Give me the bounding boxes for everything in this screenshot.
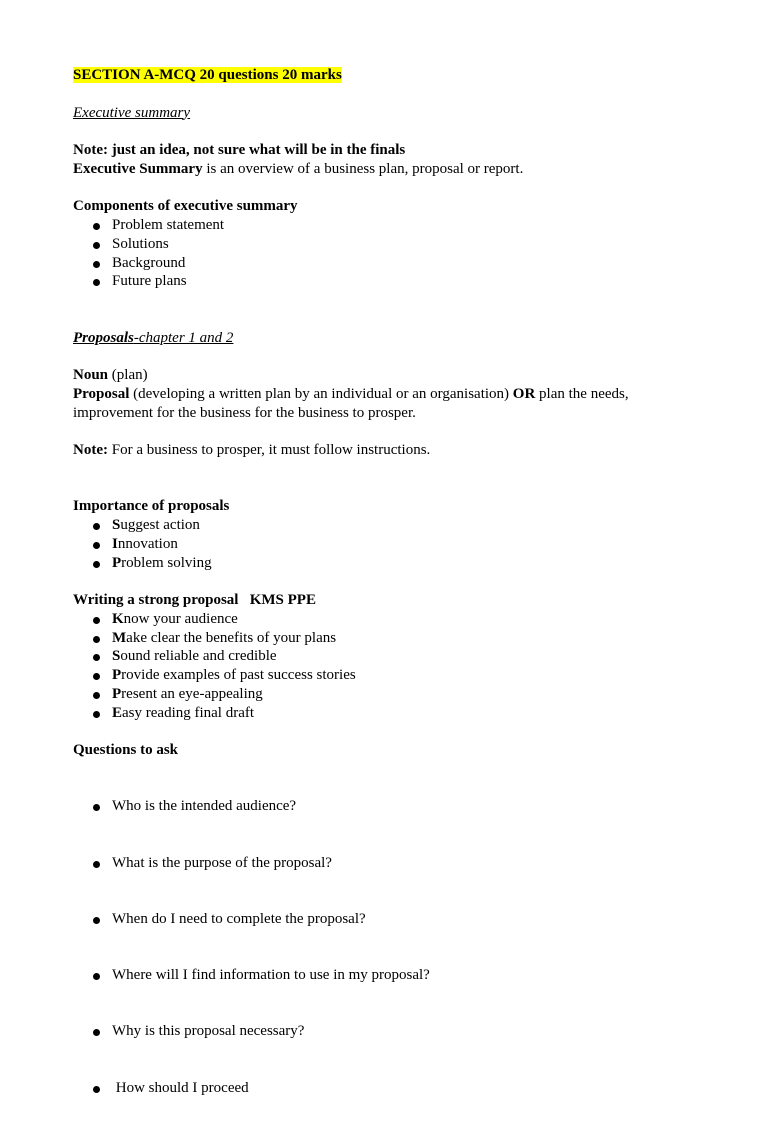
list-item: Provide examples of past success stories [73, 666, 713, 685]
bullet-icon [93, 242, 100, 249]
questions-heading: Questions to ask [73, 742, 179, 758]
bullet-icon [93, 692, 100, 699]
bullet-icon [93, 1086, 100, 1093]
list-item: Who is the intended audience? [73, 797, 713, 816]
list-item: Know your audience [73, 610, 713, 629]
proposal-line-2: improvement for the business for the business to prosper. [73, 404, 416, 421]
exec-note: Note: just an idea, not sure what will be in the finals [73, 142, 406, 158]
note-term: Note: [73, 442, 108, 458]
bullet-icon [93, 1029, 100, 1036]
components-list [73, 216, 713, 291]
bullet-icon [93, 636, 100, 643]
bullet-icon [93, 561, 100, 568]
importance-heading: Importance of proposals [73, 498, 230, 515]
bullet-icon [93, 617, 100, 624]
list-item: Present an eye-appealing [73, 685, 713, 704]
document-page: SECTION A-MCQ 20 questions 20 marks Executive summary Note: just an idea, not sure what will be in the finals Executive Summary is an overview of a business plan, proposal or report. Components of executive summary Problem statement Solutions Background Future plans Proposals-chapter 1 and 2 Noun (plan) Proposal (developing a written plan by an individual or an organisation) OR plan the needs, improvement for the business for the business to prosper. Note: For a business to prosper, it must follow instructions. Importance of proposals Suggest action Innovation Problem solving Writing a strong proposal KMS PPE Know your audience Make clear the benefits of your plans Sound reliable and credible Provide examples of past success stories Present an eye-appealing Easy reading final draft Questions to ask Who is the intended audience? What is the purpose of the proposal? When do I need to complete the proposal? Where will I find information to use in my proposal? Why is this proposal necessary? How should I proceed [73, 66, 713, 1135]
list-item: Why is this proposal necessary? [73, 1022, 713, 1041]
list-item: Make clear the benefits of your plans [73, 629, 713, 648]
note-text: For a business to prosper, it must follow instructions. [107, 442, 431, 458]
bullet-icon [93, 542, 100, 549]
list-item: Suggest action [73, 516, 713, 535]
components-heading: Components of executive summary [73, 198, 298, 215]
bullet-icon [93, 261, 100, 268]
writing-list [73, 610, 713, 723]
list-item: What is the purpose of the proposal? [73, 854, 713, 873]
bullet-icon [93, 711, 100, 718]
bullet-icon [93, 654, 100, 661]
bullet-icon [93, 917, 100, 924]
bullet-icon [93, 804, 100, 811]
bullet-icon [93, 973, 100, 980]
list-item: Problem solving [73, 554, 713, 573]
list-item: Where will I find information to use in my proposal? [73, 966, 713, 985]
exec-def-term: Executive Summary [73, 160, 203, 177]
list-item: Future plans [73, 272, 713, 291]
list-item: Background [73, 254, 713, 273]
bullet-icon [93, 223, 100, 230]
noun-term: Noun [73, 367, 109, 383]
exec-def-text: is an overview of a business plan, proposal or report. [202, 160, 524, 177]
noun-rest: (plan) [108, 367, 148, 383]
list-item: Problem statement [73, 216, 713, 235]
writing-heading: Writing a strong proposal KMS PPE [73, 592, 316, 608]
list-item: Innovation [73, 535, 713, 554]
proposals-heading: Proposals-chapter 1 and 2 [73, 329, 234, 346]
bullet-icon [93, 523, 100, 530]
executive-summary-heading: Executive summary [73, 104, 191, 121]
list-item: When do I need to complete the proposal? [73, 910, 713, 929]
list-item: Solutions [73, 235, 713, 254]
section-title: SECTION A-MCQ 20 questions 20 marks [73, 67, 342, 83]
bullet-icon [93, 279, 100, 286]
list-item: How should I proceed [73, 1079, 713, 1098]
importance-list [73, 516, 713, 572]
proposal-term: Proposal [73, 385, 130, 402]
list-item: Sound reliable and credible [73, 647, 713, 666]
questions-list [73, 760, 713, 1135]
bullet-icon [93, 673, 100, 680]
bullet-icon [93, 861, 100, 868]
list-item: Easy reading final draft [73, 704, 713, 723]
